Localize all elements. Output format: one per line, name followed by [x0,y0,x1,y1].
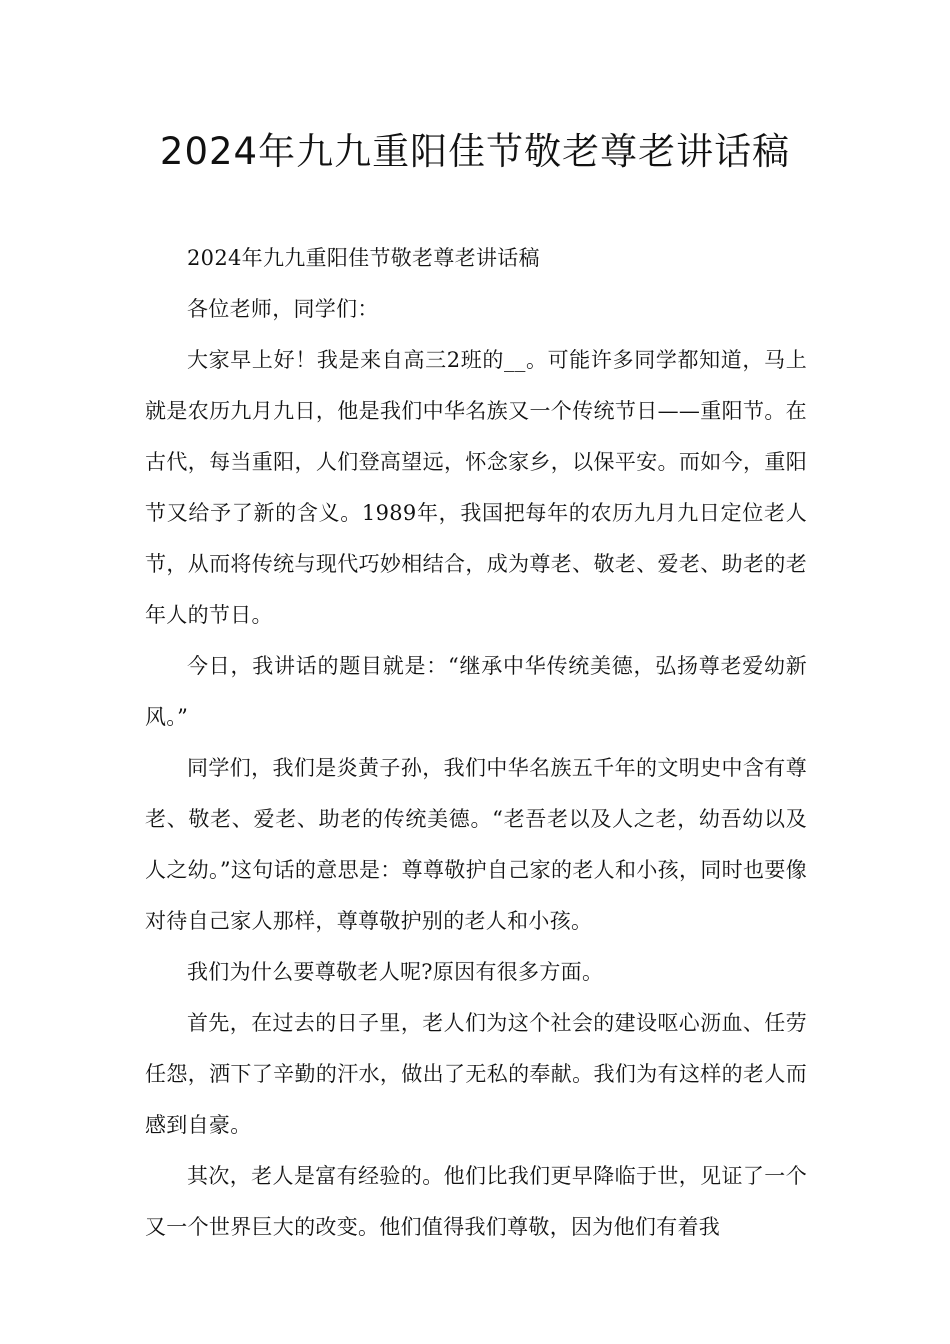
paragraph-tradition: 同学们，我们是炎黄子孙，我们中华名族五千年的文明史中含有尊老、敬老、爱老、助老的传统美德。“老吾老以及人之老，幼吾幼以及人之幼。”这句话的意思是：尊尊敬护自己家的老人和小孩，同时也要像对待自己家人那样，尊尊敬护别的老人和小孩。 [145,756,807,933]
paragraph-question: 我们为什么要尊敬老人呢?原因有很多方面。 [187,960,604,984]
document-title: 2024年九九重阳佳节敬老尊老讲话稿 [159,130,791,173]
document-body [145,233,807,1253]
paragraph-second-reason: 其次，老人是富有经验的。他们比我们更早降临于世，见证了一个又一个世界巨大的改变。他们值得我们尊敬，因为他们有着我 [145,1164,807,1239]
paragraph-greeting: 大家早上好！我是来自高三2班的__。可能许多同学都知道，马上就是农历九月九日，他是我们中华名族又一个传统节日——重阳节。在古代，每当重阳，人们登高望远，怀念家乡，以保平安。而如今，重阳节又给予了新的含义。1989年，我国把每年的农历九月九日定位老人节，从而将传统与现代巧妙相结合，成为尊老、敬老、爱老、助老的老年人的节日。 [145,348,807,627]
paragraph-topic: 今日，我讲话的题目就是：“继承中华传统美德，弘扬尊老爱幼新风。” [145,654,807,729]
subtitle-line: 2024年九九重阳佳节敬老尊老讲话稿 [187,246,540,270]
salutation: 各位老师，同学们： [187,297,379,321]
paragraph-first-reason: 首先，在过去的日子里，老人们为这个社会的建设呕心沥血、任劳任怨，洒下了辛勤的汗水，做出了无私的奉献。我们为有这样的老人而感到自豪。 [145,1011,807,1137]
